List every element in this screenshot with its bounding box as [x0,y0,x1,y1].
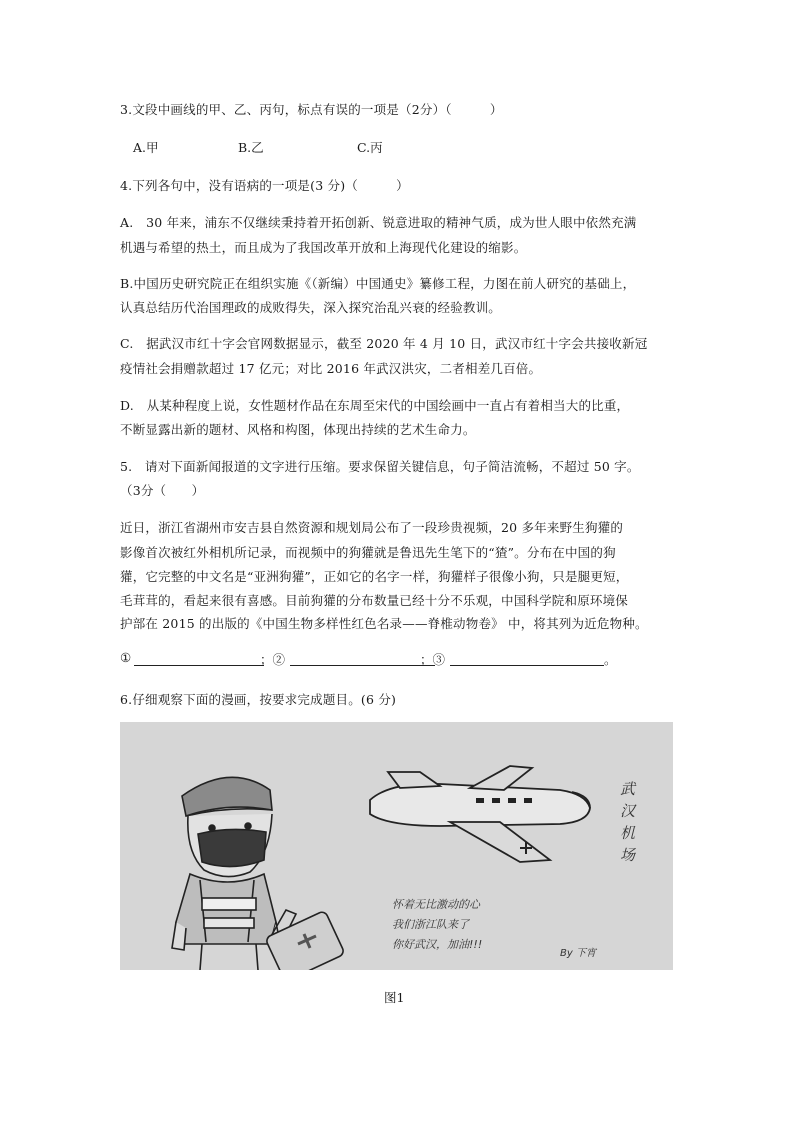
answer-blank-2[interactable] [290,665,435,666]
airport-label-char-1: 武 [620,780,636,798]
q5-passage-line1: 近日，浙江省湖州市安吉县自然资源和规划局公布了一段珍贵视频，20 多年来野生狗獾的 [120,520,624,535]
answer-blank-1[interactable] [134,665,264,666]
figure-caption: 图1 [384,990,405,1005]
q4-option-c-line2: 疫情社会捐赠款超过 17 亿元；对比 2016 年武汉洪灾，二者相差几百倍。 [120,361,542,376]
blank-2-marker: ；② [260,652,286,667]
q5-passage-line3: 獾，它完整的中文名是“亚洲狗獾”，正如它的名字一样，狗獾样子很像小狗，只是腿更短， [120,569,629,584]
q4-option-b-line1: B.中国历史研究院正在组织实施《（新编）中国通史》纂修工程，力图在前人研究的基础上， [120,276,636,291]
q4-option-a-line1: A. 30 年来，浦东不仅继续秉持着开拓创新、锐意进取的精神气质，成为世人眼中依然充满 [120,215,637,230]
handwriting-line-1: 怀着无比激动的心 [392,898,480,911]
q4-option-a-line2: 机遇与希望的热土，而且成为了我国改革开放和上海现代化建设的缩影。 [120,240,527,255]
blank-end-mark: 。 [604,652,617,667]
q3-option-c: C.丙 [357,140,383,155]
q4-option-b-line2: 认真总结历代治国理政的成败得失，深入探究治乱兴衰的经验教训。 [120,300,502,315]
airport-label-char-4: 场 [620,846,636,864]
q5-answer-blanks [120,650,640,670]
answer-blank-3[interactable] [450,665,604,666]
q5-stem-line2: （3分（ ） [120,483,205,498]
handwriting-line-2: 我们浙江队来了 [392,918,469,931]
handwriting-line-3: 你好武汉，加油!!! [392,938,483,951]
handwriting-signature: By 下宵 [560,948,596,959]
q3-stem: 3.文段中画线的甲、乙、丙句，标点有误的一项是（2分）（ ） [120,102,503,117]
q5-passage-line4: 毛茸茸的，看起来很有喜感。目前狗獾的分布数量已经十分不乐观，中国科学院和原环境保 [120,593,629,608]
blank-1-marker: ① [120,650,132,665]
cartoon-figure [120,722,673,970]
q5-stem-line1: 5. 请对下面新闻报道的文字进行压缩。要求保留关键信息，句子简洁流畅，不超过 50 字。 [120,459,640,474]
q4-stem: 4.下列各句中，没有语病的一项是(3 分)（ ） [120,178,409,193]
q3-option-b: B.乙 [238,140,264,155]
cartoon-drawing [120,722,673,970]
q4-option-d-line2: 不断显露出新的题材、风格和构图，体现出持续的艺术生命力。 [120,422,476,437]
blank-3-marker: ；③ [420,652,446,667]
airport-label-char-2: 汉 [620,802,636,820]
airport-label-char-3: 机 [620,824,636,842]
q4-option-d-line1: D. 从某种程度上说，女性题材作品在东周至宋代的中国绘画中一直占有着相当大的比重， [120,398,630,413]
q3-option-a: A.甲 [133,140,159,155]
q5-passage-line5: 护部在 2015 的出版的《中国生物多样性红色名录——脊椎动物卷》 中，将其列为近危物种。 [120,616,648,631]
q6-stem: 6.仔细观察下面的漫画，按要求完成题目。(6 分) [120,692,397,707]
q5-passage-line2: 影像首次被红外相机所记录，而视频中的狗獾就是鲁迅先生笔下的“猹”。分布在中国的狗 [120,545,616,560]
q4-option-c-line1: C. 据武汉市红十字会官网数据显示，截至 2020 年 4 月 10 日，武汉市红十字会共接收新冠 [120,336,648,351]
